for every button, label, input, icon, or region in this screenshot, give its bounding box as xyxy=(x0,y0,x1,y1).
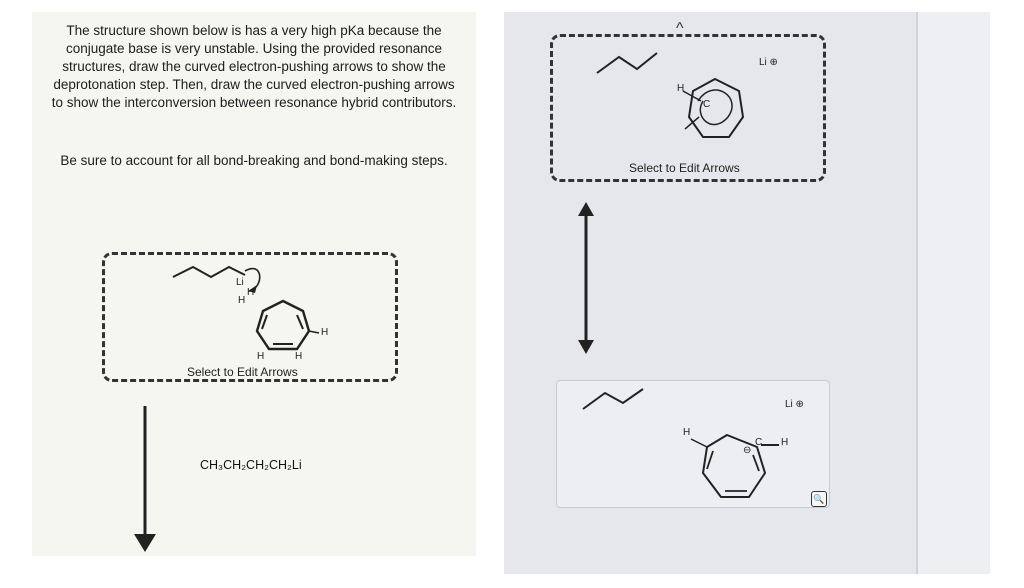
resonance-bottom-box[interactable] xyxy=(556,380,830,508)
bottom-c-label: C xyxy=(755,437,763,448)
instructions-text: The structure shown below is has a very high pKa because the conjugate base is very unstable. Using the provided resonance structures, draw the curved electron-pushing arrows to show the deprotonation step. Then, draw the curved electron-pushing arrows to show the interconversion between resonance hybrid contributors. xyxy=(51,23,457,110)
side-strip xyxy=(916,12,990,574)
collapse-caret[interactable]: ^ xyxy=(676,20,684,37)
resonance-double-arrow xyxy=(578,202,594,356)
carbanion-charge: ⊖ xyxy=(743,445,752,456)
h-label-1: H xyxy=(247,287,255,298)
reagent-formula: CH₃CH₂CH₂CH₂Li xyxy=(200,458,302,472)
zoom-icon[interactable]: 🔍 xyxy=(811,491,827,507)
top-h-label: H xyxy=(677,83,685,94)
h-label-3: H xyxy=(321,327,329,338)
bottom-h-left-label: H xyxy=(683,427,691,438)
instructions-note: Be sure to account for all bond-breaking and bond-making steps. xyxy=(60,153,448,168)
resonance-top-box[interactable] xyxy=(550,34,826,182)
reactant-arrow-box[interactable] xyxy=(102,252,398,382)
li-label: Li xyxy=(236,277,244,288)
h-label-4: H xyxy=(257,351,265,362)
bottom-h-right-label: H xyxy=(781,437,789,448)
top-c-label: C xyxy=(703,99,711,110)
h-label-5: H xyxy=(295,351,303,362)
question-panel xyxy=(32,12,476,556)
resonance-panel xyxy=(504,12,990,574)
bottom-li-label: Li ⊕ xyxy=(785,399,804,410)
top-li-label: Li ⊕ xyxy=(759,57,778,68)
edit-arrows-caption[interactable]: Select to Edit Arrows xyxy=(187,365,298,379)
h-label-2: H xyxy=(238,295,246,306)
reaction-arrow xyxy=(142,406,162,558)
top-edit-arrows-caption[interactable]: Select to Edit Arrows xyxy=(629,161,740,175)
